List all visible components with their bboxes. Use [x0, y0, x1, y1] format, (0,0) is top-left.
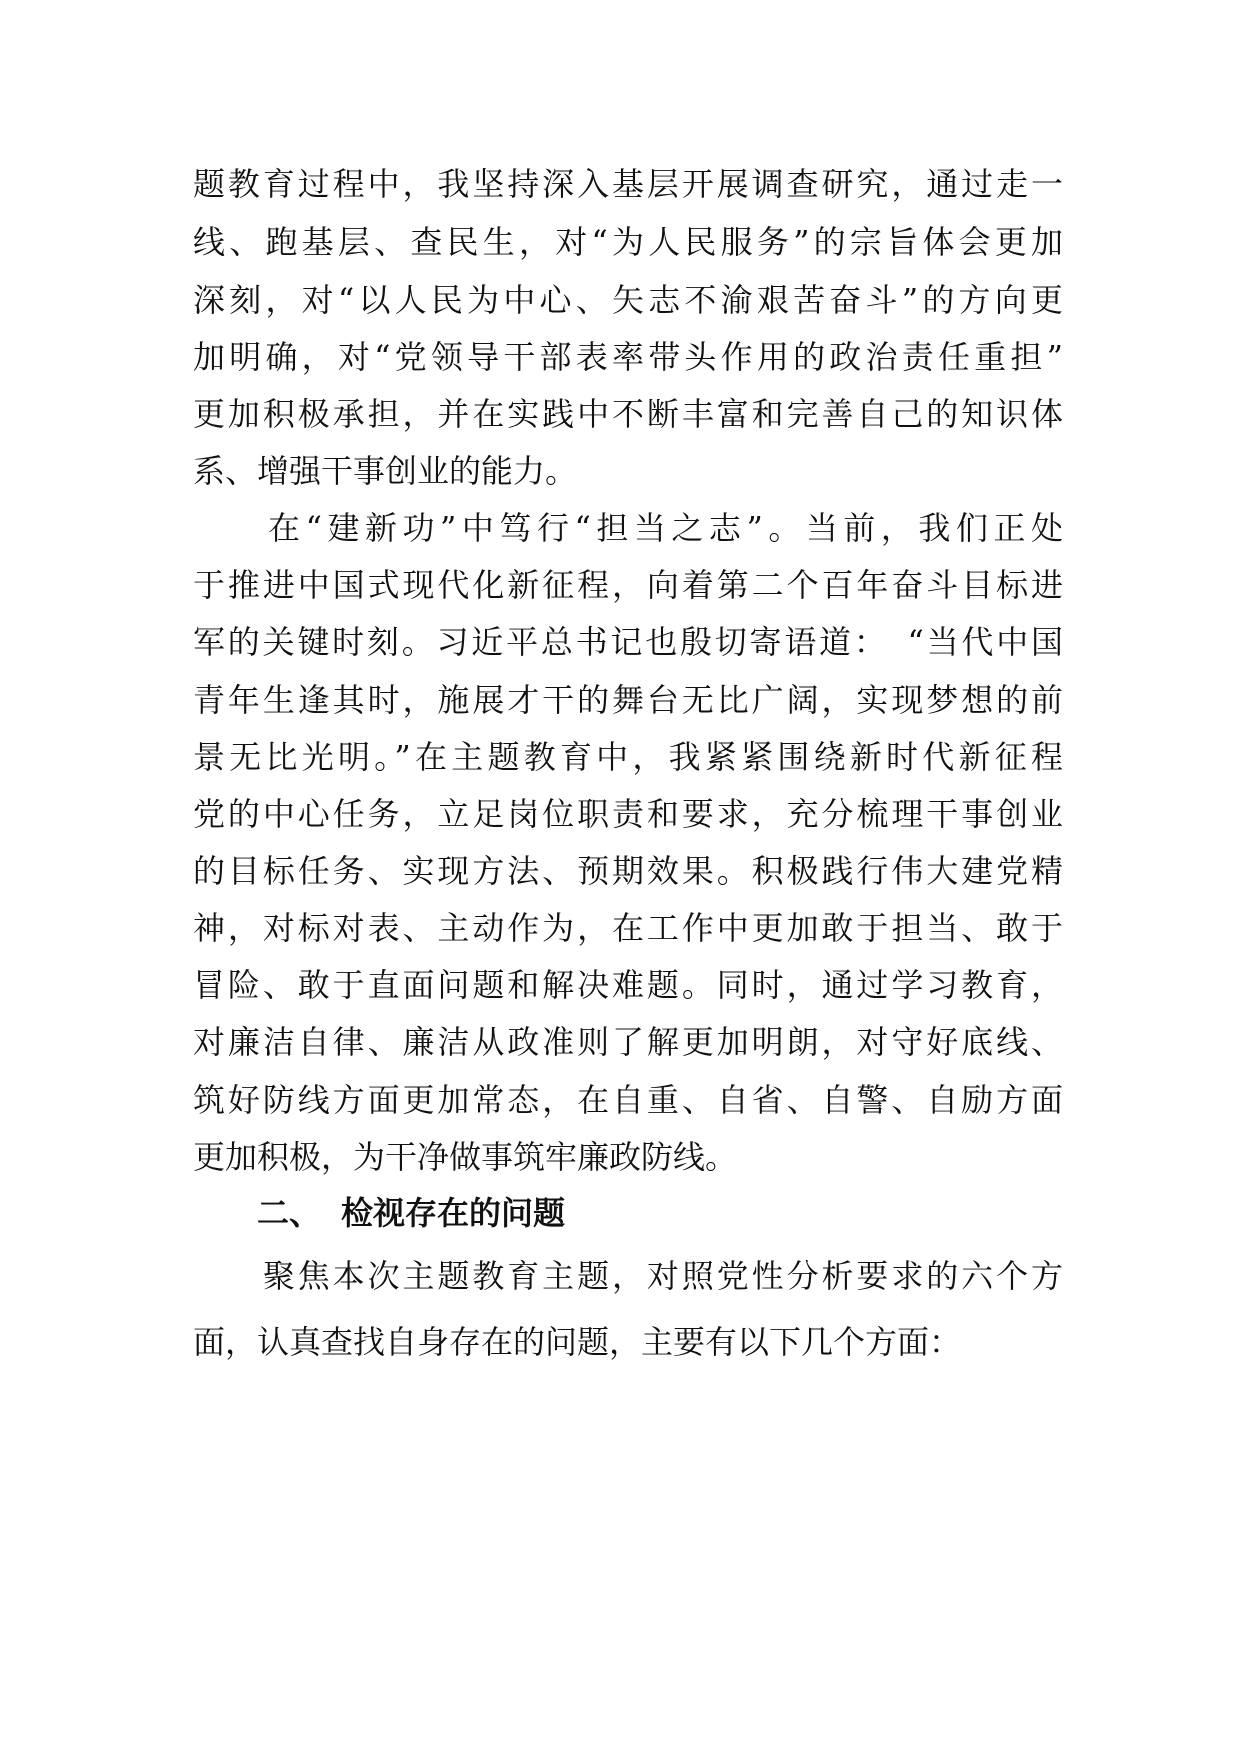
paragraph-2-line-4: 青年生逢其时，施展才干的舞台无比广阔，实现梦想的前 — [193, 681, 1063, 719]
paragraph-1-line-4: 加明确，对“党领导干部表率带头作用的政治责任重担” — [193, 338, 1063, 376]
section-heading-number: 二、 — [257, 1194, 322, 1232]
paragraph-2-line-12: 更加积极，为干净做事筑牢廉政防线。 — [193, 1138, 738, 1176]
paragraph-1-line-1: 题教育过程中，我坚持深入基层开展调查研究，通过走一 — [193, 165, 1063, 203]
paragraph-2-line-7: 的目标任务、实现方法、预期效果。积极践行伟大建党精 — [193, 852, 1063, 890]
paragraph-2-line-1: 在“建新功”中笃行“担当之志”。当前，我们正处 — [193, 509, 1063, 547]
paragraph-2-line-9: 冒险、敢于直面问题和解决难题。同时，通过学习教育， — [193, 966, 1063, 1004]
paragraph-2-line-3: 军的关键时刻。习近平总书记也殷切寄语道： “当代中国 — [193, 623, 1063, 661]
paragraph-1-line-5: 更加积极承担，并在实践中不断丰富和完善自己的知识体 — [193, 395, 1063, 433]
section-heading-title: 检视存在的问题 — [341, 1194, 566, 1232]
paragraph-2-line-6: 党的中心任务，立足岗位职责和要求，充分梳理干事创业 — [193, 795, 1063, 833]
paragraph-1-line-2: 线、跑基层、查民生，对“为人民服务”的宗旨体会更加 — [193, 223, 1063, 261]
paragraph-2-line-11: 筑好防线方面更加常态，在自重、自省、自警、自励方面 — [193, 1081, 1063, 1119]
paragraph-2-line-8: 神，对标对表、主动作为，在工作中更加敢于担当、敢于 — [193, 909, 1063, 947]
paragraph-2-line-2: 于推进中国式现代化新征程，向着第二个百年奋斗目标进 — [193, 566, 1063, 604]
paragraph-2-line-10: 对廉洁自律、廉洁从政准则了解更加明朗，对守好底线、 — [193, 1023, 1063, 1061]
paragraph-2-line-5: 景无比光明。”在主题教育中，我紧紧围绕新时代新征程 — [193, 738, 1063, 776]
paragraph-3-line-2: 面，认真查找自身存在的问题，主要有以下几个方面： — [193, 1323, 962, 1361]
paragraph-1-line-3: 深刻，对“以人民为中心、矢志不渝艰苦奋斗”的方向更 — [193, 281, 1063, 319]
paragraph-3-line-1: 聚焦本次主题教育主题，对照党性分析要求的六个方 — [193, 1257, 1063, 1295]
paragraph-1-line-6: 系、增强干事创业的能力。 — [193, 452, 578, 490]
section-heading — [257, 1193, 565, 1233]
